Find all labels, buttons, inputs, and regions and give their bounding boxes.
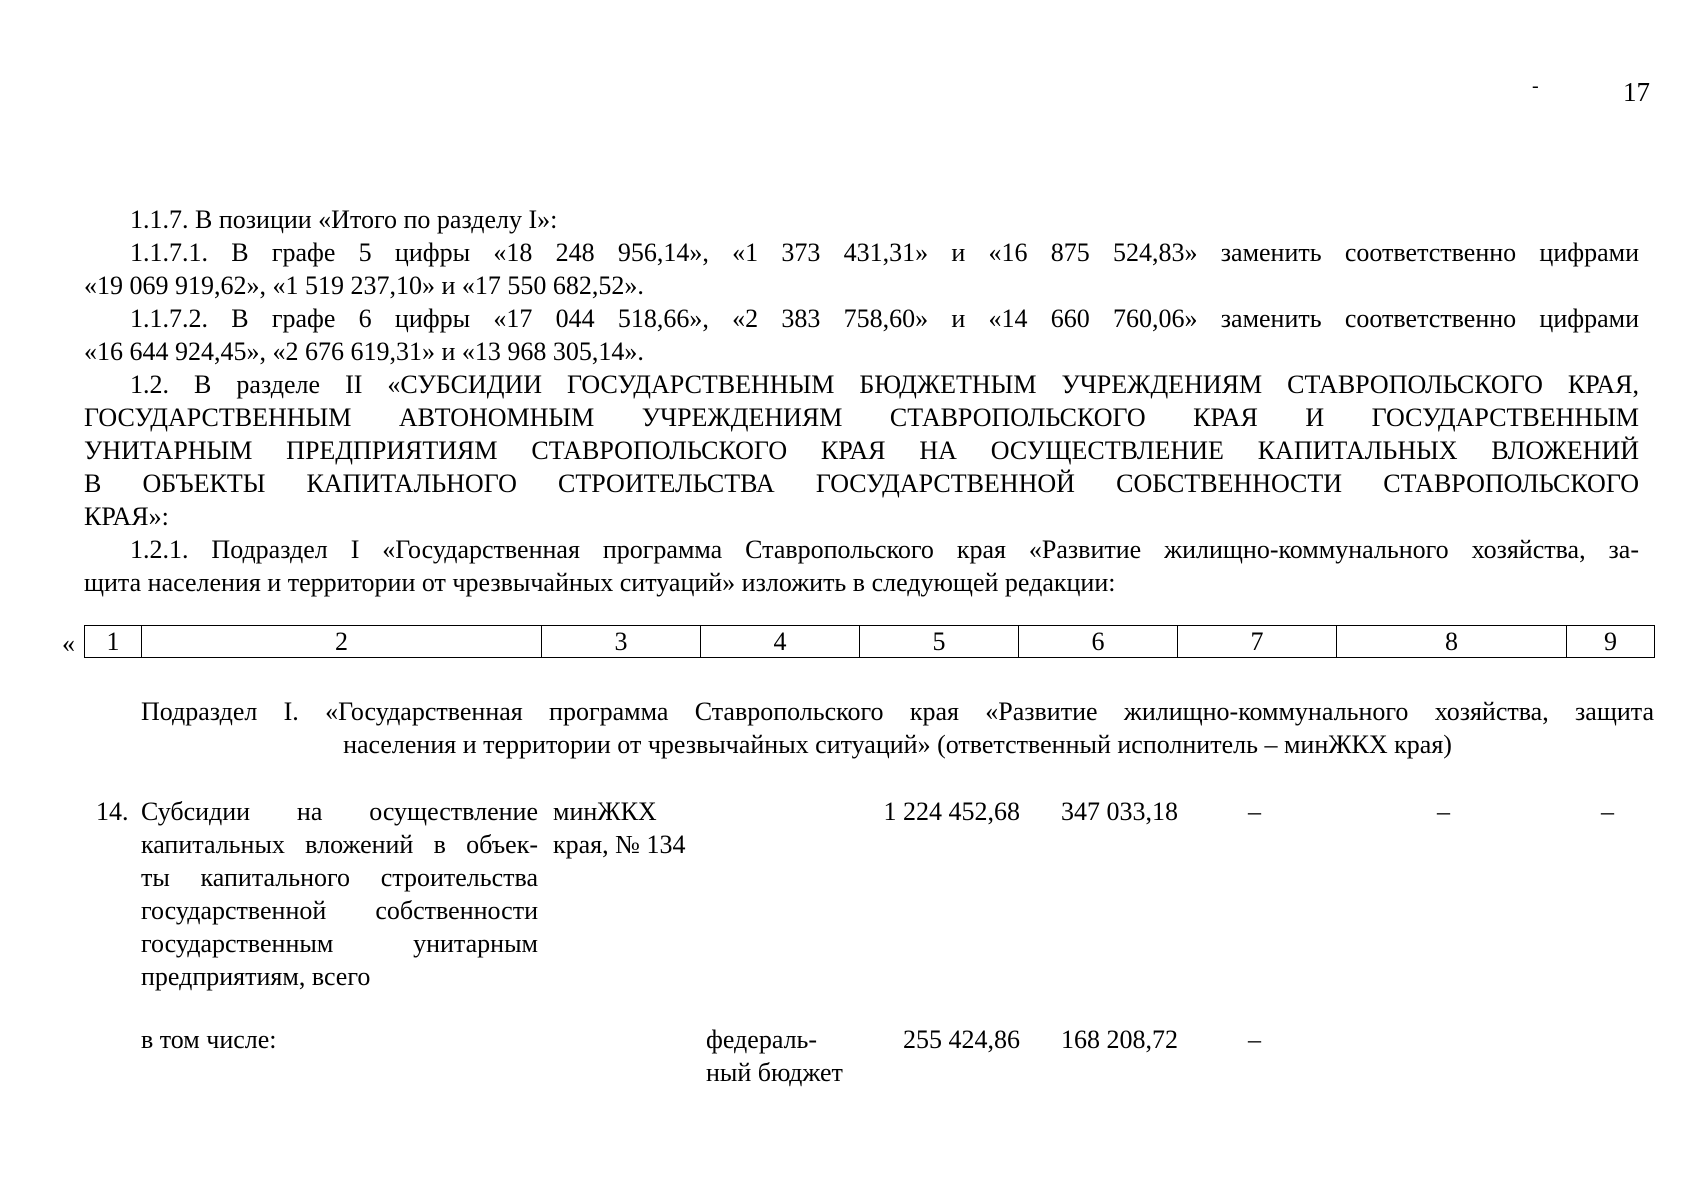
paragraph-1-2-line4: В ОБЪЕКТЫ КАПИТАЛЬНОГО СТРОИТЕЛЬСТВА ГОСУДАРСТВЕННОЙ СОБСТВЕННОСТИ СТАВРОПОЛЬСКОГО <box>84 469 1639 498</box>
funding-source <box>706 1023 843 1089</box>
column-header-4: 4 <box>701 626 860 658</box>
row-col9-value: – <box>1601 797 1614 826</box>
column-header-1: 1 <box>85 626 142 658</box>
row-description-line: государственным унитарным <box>141 929 538 958</box>
paragraph-1-1-7-1-line2: «19 069 919,62», «1 519 237,10» и «17 550 682,52». <box>84 271 644 300</box>
paragraph-1-2-line5: КРАЯ»: <box>84 502 169 531</box>
subsection-title-line1: Подраздел I. «Государственная программа Ставропольского края «Развитие жилищно-коммунального хозяйства, защита <box>141 697 1654 726</box>
column-header-2: 2 <box>142 626 542 658</box>
row-description-line: ты капитального строительства <box>141 863 538 892</box>
table-open-quote: « <box>62 629 75 658</box>
including-col5-value: 255 424,86 <box>903 1025 1020 1054</box>
row-description-line: капитальных вложений в объек- <box>141 830 538 859</box>
row-description-line: предприятиям, всего <box>141 962 371 991</box>
row-executor-line: минЖКХ <box>553 797 657 826</box>
paragraph-1-2-line2: ГОСУДАРСТВЕННЫМ АВТОНОМНЫМ УЧРЕЖДЕНИЯМ СТАВРОПОЛЬСКОГО КРАЯ И ГОСУДАРСТВЕННЫМ <box>84 403 1639 432</box>
paragraph-1-2-1-line2: щита населения и территории от чрезвычайных ситуаций» изложить в следующей редакции: <box>84 568 1116 597</box>
page-number: 17 <box>1623 77 1650 107</box>
column-header-3: 3 <box>542 626 701 658</box>
paragraph-1-1-7-1-line1: 1.1.7.1. В графе 5 цифры «18 248 956,14», «1 373 431,31» и «16 875 524,83» заменить соответственно цифрами <box>130 238 1639 267</box>
column-header-7: 7 <box>1178 626 1337 658</box>
subsection-title <box>141 695 1654 761</box>
paragraph-1-1-7: 1.1.7. В позиции «Итого по разделу I»: <box>130 205 558 234</box>
paragraph-1-2-1-line1: 1.2.1. Подраздел I «Государственная программа Ставропольского края «Развитие жилищно-коммунального хозяйства, за- <box>130 535 1639 564</box>
row-col8-value: – <box>1437 797 1450 826</box>
including-col7-value: – <box>1248 1025 1261 1054</box>
row-executor-line: края, № 134 <box>553 830 686 859</box>
column-header-9: 9 <box>1567 626 1655 658</box>
row-col6-value: 347 033,18 <box>1061 797 1178 826</box>
paragraph-1-2-line3: УНИТАРНЫМ ПРЕДПРИЯТИЯМ СТАВРОПОЛЬСКОГО КРАЯ НА ОСУЩЕСТВЛЕНИЕ КАПИТАЛЬНЫХ ВЛОЖЕНИЙ <box>84 436 1639 465</box>
including-col6-value: 168 208,72 <box>1061 1025 1178 1054</box>
column-header-6: 6 <box>1019 626 1178 658</box>
including-label: в том числе: <box>141 1025 277 1054</box>
row-description <box>141 795 538 993</box>
paragraph-1-1-7-2-line2: «16 644 924,45», «2 676 619,31» и «13 968 305,14». <box>84 337 644 366</box>
column-header-8: 8 <box>1337 626 1567 658</box>
column-header-5: 5 <box>860 626 1019 658</box>
row-description-line: государственной собственности <box>141 896 538 925</box>
paragraph-1-2-line1: 1.2. В разделе II «СУБСИДИИ ГОСУДАРСТВЕННЫМ БЮДЖЕТНЫМ УЧРЕЖДЕНИЯМ СТАВРОПОЛЬСКОГО КРАЯ, <box>130 370 1639 399</box>
row-description-line: Субсидии на осуществление <box>141 797 538 826</box>
row-col5-value: 1 224 452,68 <box>883 797 1020 826</box>
row-number: 14. <box>96 797 129 826</box>
row-executor <box>553 795 685 861</box>
funding-source-line: федераль- <box>706 1025 818 1054</box>
page-dash: - <box>1532 75 1539 97</box>
column-number-header <box>84 625 1655 658</box>
row-col7-value: – <box>1248 797 1261 826</box>
body-text <box>84 203 1639 599</box>
paragraph-1-1-7-2-line1: 1.1.7.2. В графе 6 цифры «17 044 518,66», «2 383 758,60» и «14 660 760,06» заменить соответственно цифрами <box>130 304 1639 333</box>
funding-source-line: ный бюджет <box>706 1058 843 1087</box>
subsection-title-line2: населения и территории от чрезвычайных ситуаций» (ответственный исполнитель – минЖКХ края) <box>343 730 1452 759</box>
